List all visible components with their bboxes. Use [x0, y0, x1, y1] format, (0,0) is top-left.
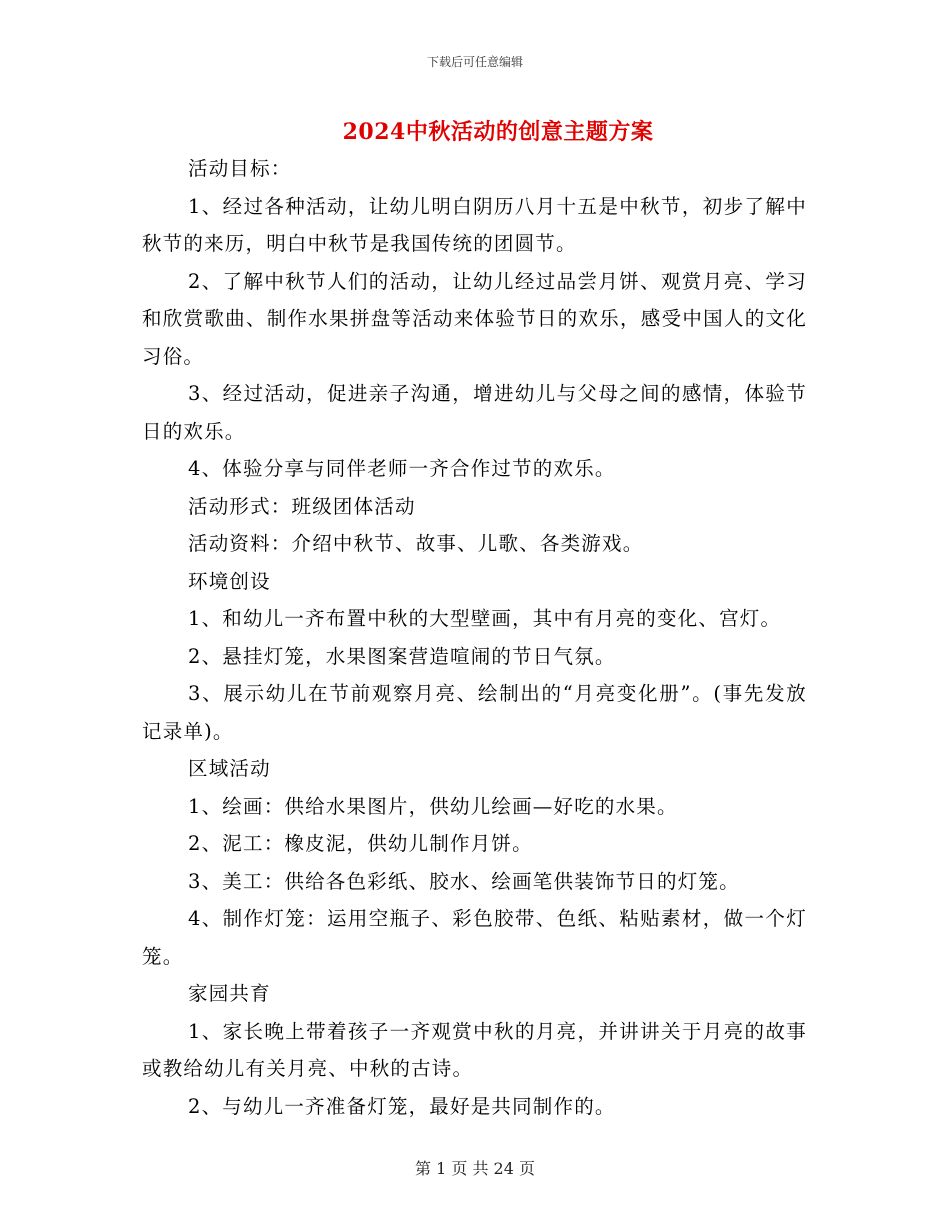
- paragraph: 区域活动: [188, 757, 271, 780]
- paragraph: 4、制作灯笼：运用空瓶子、彩色胶带、色纸、粘贴素材，做一个灯笼。: [142, 907, 807, 968]
- paragraph: 2、泥工：橡皮泥，供幼儿制作月饼。: [188, 832, 533, 855]
- paragraph: 1、经过各种活动，让幼儿明白阴历八月十五是中秋节，初步了解中秋节的来历，明白中秋节是我国传统的团圆节。: [142, 194, 807, 255]
- paragraph: 2、与幼儿一齐准备灯笼，最好是共同制作的。: [188, 1094, 616, 1118]
- document-body: [142, 150, 807, 1125]
- paragraph: 3、美工：供给各色彩纸、胶水、绘画笔供装饰节日的灯笼。: [188, 869, 740, 893]
- paragraph: 环境创设: [188, 569, 271, 593]
- paragraph: 1、家长晚上带着孩子一齐观赏中秋的月亮，并讲讲关于月亮的故事或教给幼儿有关月亮、中秋的古诗。: [142, 1019, 807, 1080]
- paragraph: 1、和幼儿一齐布置中秋的大型壁画，其中有月亮的变化、宫灯。: [188, 607, 782, 630]
- paragraph: 活动形式：班级团体活动: [188, 494, 416, 518]
- paragraph: 活动目标：: [188, 157, 292, 180]
- paragraph: 4、体验分享与同伴老师一齐合作过节的欢乐。: [188, 457, 616, 480]
- paragraph: 2、了解中秋节人们的活动，让幼儿经过品尝月饼、观赏月亮、学习和欣赏歌曲、制作水果拼盘等活动来体验节日的欢乐，感受中国人的文化习俗。: [142, 269, 807, 368]
- paragraph: 活动资料：介绍中秋节、故事、儿歌、各类游戏。: [188, 532, 644, 555]
- paragraph: 家园共育: [188, 982, 271, 1005]
- paragraph: 3、展示幼儿在节前观察月亮、绘制出的“月亮变化册”。(事先发放记录单)。: [142, 682, 807, 743]
- page-number: 第 1 页 共 24 页: [415, 1159, 535, 1178]
- header-note: 下载后可任意编辑: [426, 55, 523, 69]
- document-title: 2024中秋活动的创意主题方案: [342, 119, 654, 145]
- paragraph: 2、悬挂灯笼，水果图案营造喧闹的节日气氛。: [188, 644, 616, 668]
- paragraph: 1、绘画：供给水果图片，供幼儿绘画—好吃的水果。: [188, 794, 678, 818]
- paragraph: 3、经过活动，促进亲子沟通，增进幼儿与父母之间的感情，体验节日的欢乐。: [142, 382, 807, 443]
